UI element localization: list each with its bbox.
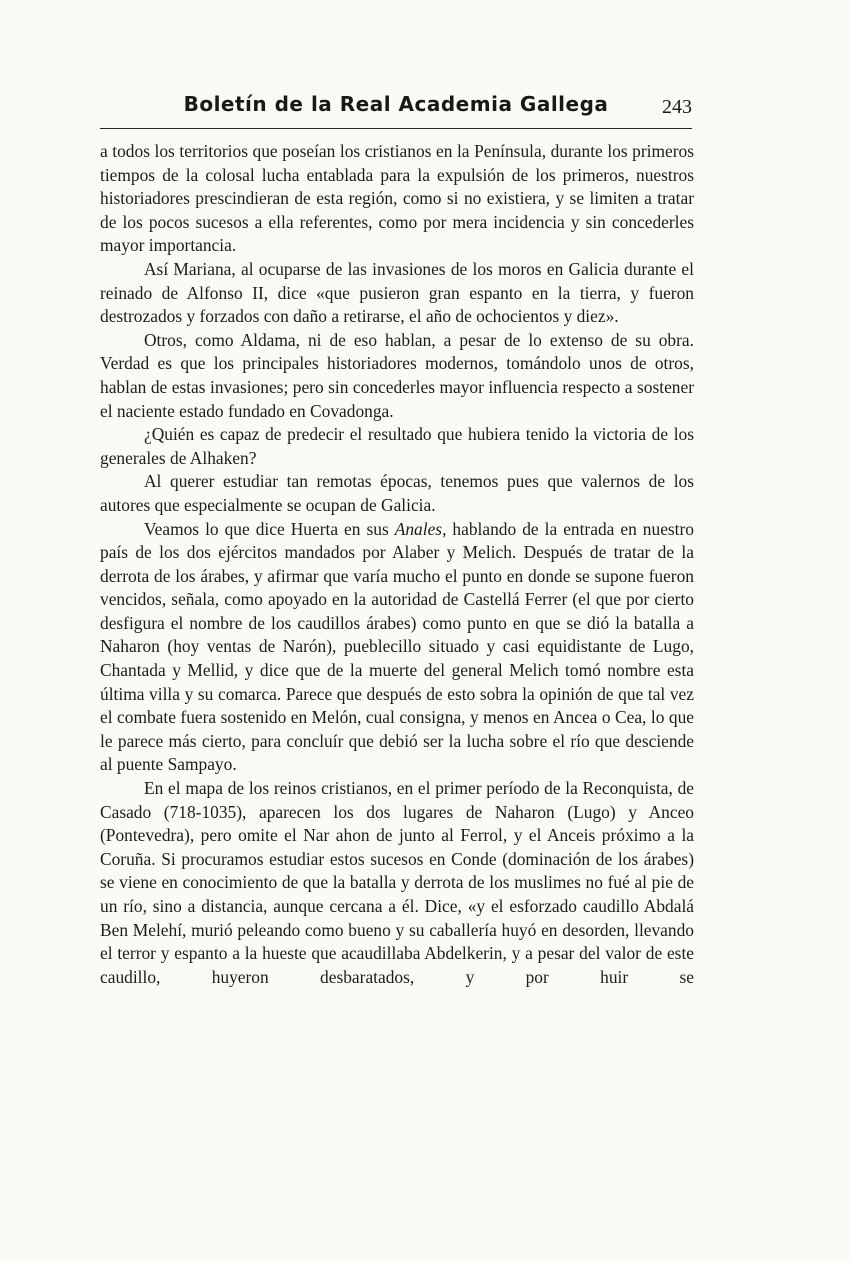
huerta-text-continued: Después de tratar de la derrota de los árabes, y afirmar que varía mucho el punto en donde se supone fueron vencidos, señala, como apoyado en la autoridad de Castellá Ferrer (el que por cierto desfigura el nombre de los caudillos árabes) como punto en que se dió la batalla a Naharon (hoy ventas de Narón), pueblecillo situado y casi equidistante de Lugo, Chantada y Mellid, y dice que de la muerte del general Melich tomó nombre esta última villa y su comarca. Parece que después de esto sobra la opinión de que tal vez el combate fuera sostenido en Melón, cual consigna, y menos en Ancea o Cea, lo que le parece más cierto, para concluír que debió ser la lucha sobre el río que desciende al puente Sampayo.: [100, 542, 694, 775]
paragraph-6: [100, 518, 694, 778]
page-number: 243: [662, 96, 692, 118]
anales-italic: Anales,: [394, 518, 447, 539]
paragraph-4: ¿Quién es capaz de predecir el resultado que hubiera tenido la victoria de los generales de Alhaken?: [100, 424, 694, 468]
paragraph-1: a todos los territorios que poseían los cristianos en la Península, durante los primeros tiempos de la colosal lucha entablada para la expulsión de los primeros, nuestros historiadores prescindieran de esta región, como si no existiera, y se limiten a tratar de los pocos sucesos a ella referentes, como por mera incidencia y sin concederles mayor importancia.: [100, 141, 694, 256]
huerta-text-after: hablando de la entrada en nuestro país de los dos ejércitos mandados por Alaber y Melich.: [100, 518, 695, 563]
paragraph-7: En el mapa de los reinos cristianos, en el primer período de la Reconquista, de Casado (718-1035), aparecen los dos lugares de Naharon (Lugo) y Anceo (Pontevedra), pero omite el Nar ahon de junto al Ferrol, y el Anceis próximo a la Coruña. Si procuramos estudiar estos sucesos en Conde (dominación de los árabes) se viene en conocimiento de que la batalla y derrota de los muslimes no fué al pie de un río, sino a distancia, aunque cercana a él. Dice, «y el esforzado caudillo Abdalá Ben Melehí, murió peleando como bueno y su caballería huyó en desorden, llevando el terror y espanto a la hueste que acaudillaba Abdelkerin, y a pesar del valor de este caudillo, huyeron desbaratados, y por huir se: [100, 778, 694, 987]
paragraph-3: Otros, como Aldama, ni de eso hablan, a pesar de lo extenso de su obra. Verdad es que los principales historiadores modernos, tomándolo unos de otros, hablan de estas invasiones; pero sin concederles mayor influencia respecto a sostener el naciente estado fundado en Covadonga.: [100, 329, 694, 421]
paragraph-2: Así Mariana, al ocuparse de las invasiones de los moros en Galicia durante el reinado de Alfonso II, dice «que pusieron gran espanto en la tierra, y fueron destrozados y forzados con daño a retirarse, el año de ochocientos y diez».: [100, 258, 694, 327]
running-header: [100, 92, 692, 129]
huerta-text-before: Veamos lo que dice Huerta en sus: [144, 518, 395, 539]
paragraph-5: Al querer estudiar tan remotas épocas, tenemos pues que valernos de los autores que especialmente se ocupan de Galicia.: [100, 471, 694, 515]
body-text: [100, 140, 694, 989]
journal-title: Boletín de la Real Academia Gallega: [183, 92, 609, 116]
